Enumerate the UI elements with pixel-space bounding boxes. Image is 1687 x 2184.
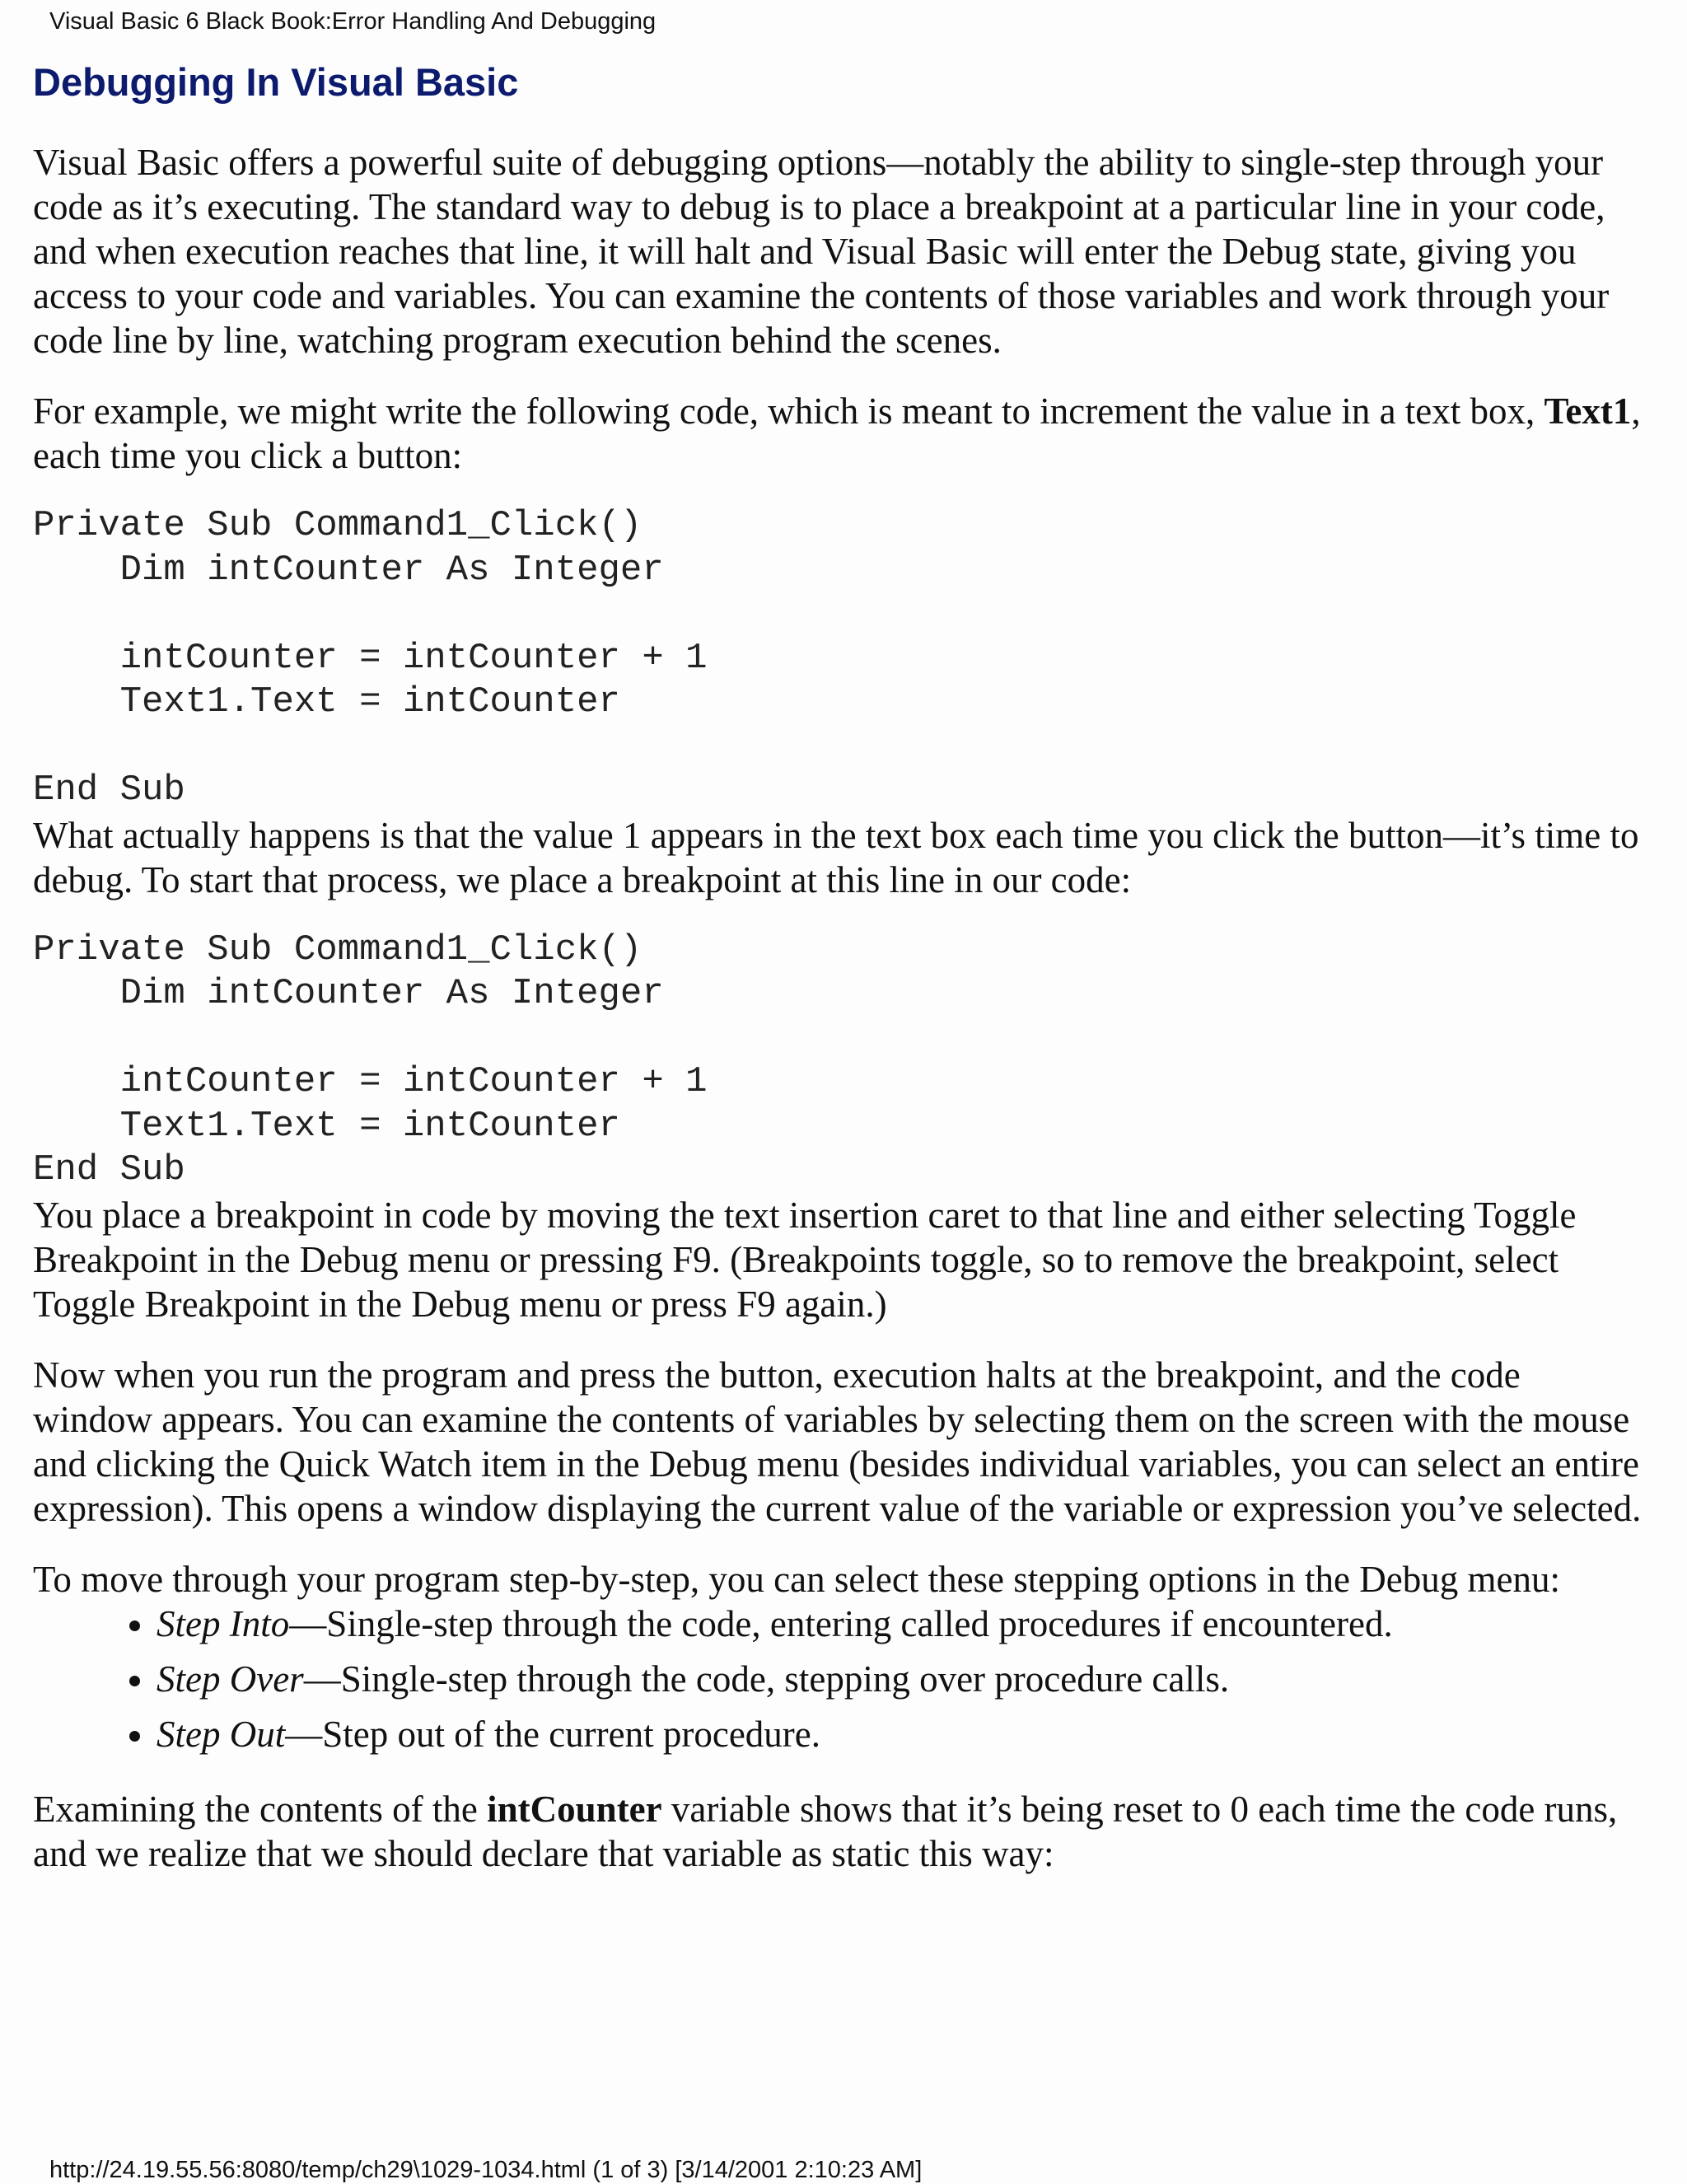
running-header: Visual Basic 6 Black Book:Error Handling And Debugging [49, 8, 657, 35]
code-block-original: Private Sub Command1_Click() Dim intCounter As Integer intCounter = intCounter + 1 Text1.Text = intCounter End Sub [33, 505, 708, 811]
step-into-term: Step Into [157, 1602, 290, 1644]
page-title: Debugging In Visual Basic [33, 60, 519, 104]
code-block-breakpoint: Private Sub Command1_Click() Dim intCounter As Integer intCounter = intCounter + 1 Text1.Text = intCounter End Sub [33, 928, 708, 1190]
step-out-term: Step Out [157, 1713, 286, 1755]
text1-term: Text1 [1544, 391, 1632, 432]
stepping-options-list [33, 1597, 1647, 1762]
example-text-before: For example, we might write the following code, which is meant to increment the value in a text box, [33, 391, 1544, 432]
step-over-term: Step Over [157, 1658, 304, 1700]
example-paragraph [33, 389, 1647, 478]
step-into-desc: —Single-step through the code, entering called procedures if encountered. [289, 1602, 1393, 1644]
list-item [157, 1597, 1647, 1652]
examining-paragraph [33, 1787, 1647, 1876]
intcounter-term: intCounter [487, 1788, 662, 1830]
list-item [157, 1707, 1647, 1762]
step-over-desc: —Single-step through the code, stepping over procedure calls. [303, 1658, 1230, 1700]
intro-paragraph: Visual Basic offers a powerful suite of debugging options—notably the ability to single-step through your code as it’s executing. The standard way to debug is to place a breakpoint at a particular line in your code, and when execution reaches that line, it will halt and Visual Basic will enter the Debug state, giving you access to your code and variables. You can examine the contents of those variables and work through your code line by line, watching program execution behind the scenes. [33, 142, 1610, 361]
page-footer-source: http://24.19.55.56:8080/temp/ch29\1029-1034.html (1 of 3) [3/14/2001 2:10:23 AM] [49, 2157, 923, 2183]
examining-text-before: Examining the contents of the [33, 1788, 488, 1830]
list-item [157, 1652, 1647, 1707]
article-body [33, 140, 1647, 1902]
example-text-after: , each time you click a button: [33, 391, 1641, 476]
breakpoint-paragraph: You place a breakpoint in code by moving the text insertion caret to that line and either selecting Toggle Breakpoint in the Debug menu or pressing F9. (Breakpoints toggle, so to remove the breakpoint, select Toggle Breakpoint in the Debug menu or press F9 again.) [33, 1194, 1577, 1325]
happens-paragraph: What actually happens is that the value 1 appears in the text box each time you click the button—it’s time to debug. To start that process, we place a breakpoint at this line in our code: [33, 814, 1639, 900]
run-paragraph: Now when you run the program and press the button, execution halts at the breakpoint, and the code window appears. You can examine the contents of variables by selecting them on the screen with the mouse and clicking the Quick Watch item in the Debug menu (besides individual variables, you can select an entire expression). This opens a window displaying the current value of the variable or expression you’ve selected. [33, 1354, 1642, 1529]
examining-text-after: variable shows that it’s being reset to 0 each time the code runs, and we realize that we should declare that variable as static this way: [33, 1788, 1618, 1874]
stepping-intro: To move through your program step-by-step, you can select these stepping options in the Debug menu: [33, 1558, 1560, 1600]
step-out-desc: —Step out of the current procedure. [285, 1713, 821, 1755]
